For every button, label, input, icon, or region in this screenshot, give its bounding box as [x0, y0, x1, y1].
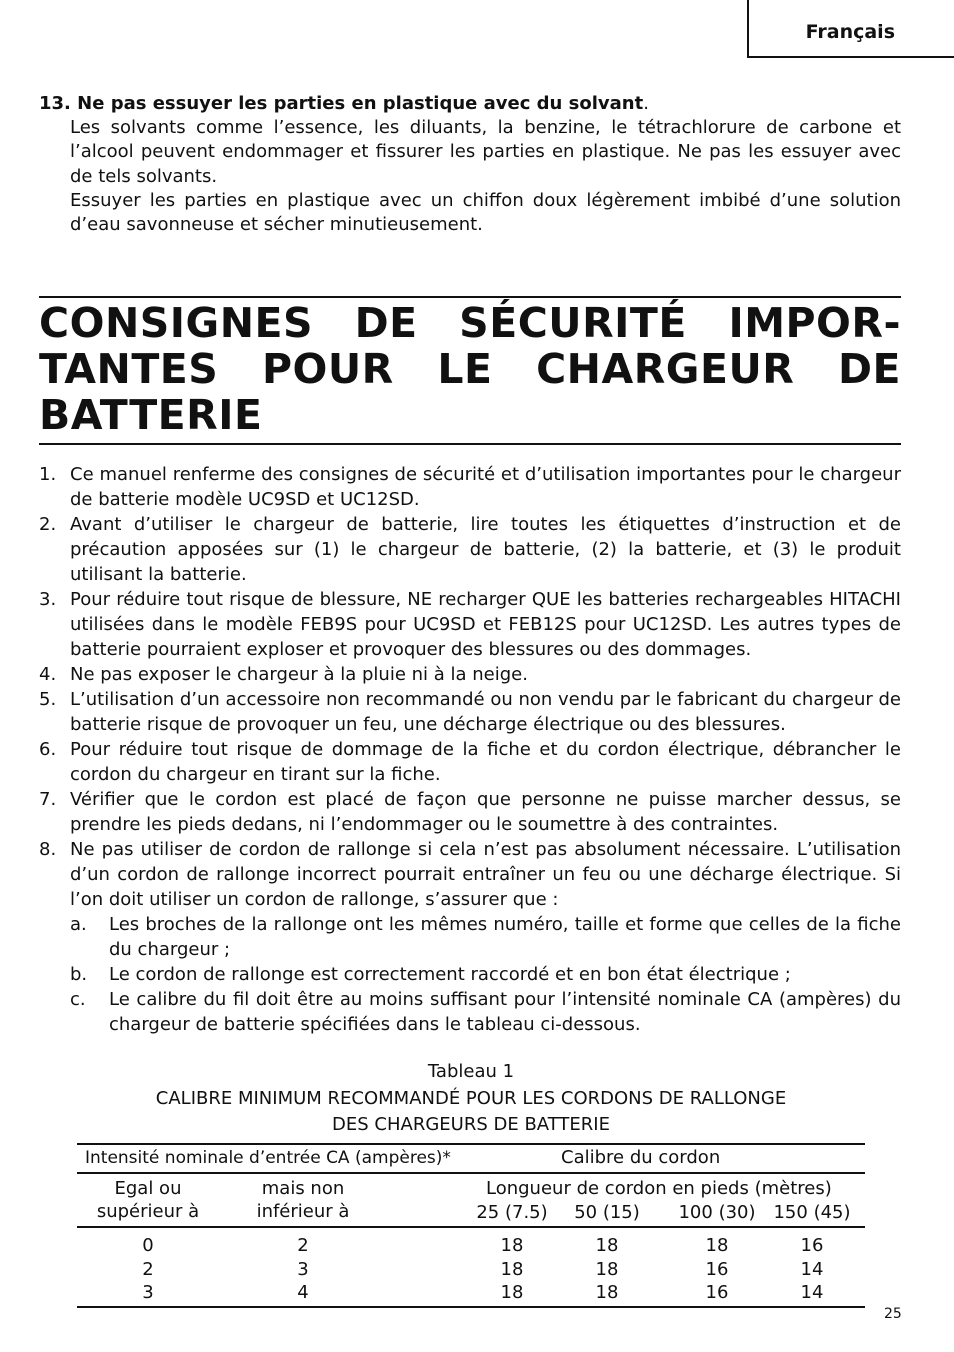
- list-item-number: 7.: [39, 789, 57, 810]
- col-header-length-value: 100 (30): [678, 1202, 756, 1223]
- table-cell: 18: [500, 1235, 524, 1256]
- table-cell: 16: [705, 1282, 729, 1303]
- list-item-text: Vérifier que le cordon est placé de façon que personne ne puisse marcher dessus, se prendre les pieds dedans, ni l’endommager ou le soumettre à des contraintes.: [70, 789, 901, 835]
- section-13-heading: [39, 92, 901, 116]
- table-cell: 2: [142, 1259, 154, 1280]
- sublist-item-letter: c.: [70, 989, 86, 1010]
- list-item-number: 1.: [39, 464, 57, 485]
- list-item: [39, 512, 901, 587]
- col-header-max: mais non: [261, 1178, 345, 1199]
- list-item: [39, 687, 901, 737]
- sublist-item-text: Les broches de la rallonge ont les mêmes numéro, taille et forme que celles de la fiche du chargeur ;: [109, 914, 901, 960]
- table-title-line: DES CHARGEURS DE BATTERIE: [332, 1114, 610, 1135]
- section-13-paragraph: Les solvants comme l’essence, les diluants, la benzine, le tétrachlorure de carbone et l’alcool peuvent endommager et fissurer les parties en plastique. Ne pas les essuyer avec de tels solvants.: [70, 117, 901, 187]
- list-item-text: Pour réduire tout risque de dommage de la fiche et du cordon électrique, débrancher le cordon du chargeur en tirant sur la fiche.: [70, 739, 901, 785]
- list-item-number: 4.: [39, 664, 57, 685]
- sublist-item: [39, 962, 901, 987]
- page-number: 25: [884, 1306, 902, 1322]
- table-cell: 2: [297, 1235, 309, 1256]
- list-item-text: Ne pas utiliser de cordon de rallonge si cela n’est pas absolument nécessaire. L’utilisation d’un cordon de rallonge incorrect pourrait entraîner un feu ou une décharge électrique. Si l’on doit utiliser un cordon de rallonge, s’assurer que :: [70, 839, 901, 910]
- table-cell: 16: [800, 1235, 824, 1256]
- list-item-number: 6.: [39, 739, 57, 760]
- language-label: Français: [805, 21, 895, 43]
- col-header-length: Longueur de cordon en pieds (mètres): [486, 1178, 832, 1199]
- list-item-text: Avant d’utiliser le chargeur de batterie, lire toutes les étiquettes d’instruction et de précaution apposées sur (1) le chargeur de batterie, (2) la batterie, et (3) le produit utilisant la batterie.: [70, 514, 901, 585]
- table-cell: 3: [142, 1282, 154, 1303]
- list-item-number: 2.: [39, 514, 57, 535]
- section-13-title: Ne pas essuyer les parties en plastique avec du solvant: [77, 93, 644, 114]
- table-head-amperage: Intensité nominale d’entrée CA (ampères)*: [85, 1148, 451, 1168]
- list-item: [39, 587, 901, 662]
- sublist-item: [39, 912, 901, 962]
- table-cell: 14: [800, 1259, 824, 1280]
- section-13: [39, 92, 901, 237]
- list-item: [39, 662, 901, 687]
- col-header-max: inférieur à: [256, 1201, 350, 1222]
- safety-list: [39, 462, 901, 1037]
- list-item-text: Ne pas exposer le chargeur à la pluie ni à la neige.: [70, 664, 528, 685]
- language-tab: [747, 0, 954, 58]
- col-header-min: Egal ou: [114, 1178, 182, 1199]
- sublist-item-letter: b.: [70, 964, 88, 985]
- section-title-line: BATTERIE: [39, 391, 263, 439]
- section-13-number: 13.: [39, 93, 71, 114]
- table-cell: 18: [500, 1259, 524, 1280]
- list-item-number: 8.: [39, 839, 57, 860]
- list-item: [39, 787, 901, 837]
- table-rule: [77, 1172, 865, 1174]
- table-cell: 18: [595, 1282, 619, 1303]
- section-title-line: CONSIGNES DE SÉCURITÉ IMPOR-: [39, 299, 901, 347]
- list-item: [39, 462, 901, 512]
- sublist-item: [39, 987, 901, 1037]
- section-13-period: .: [643, 93, 649, 114]
- col-header-length-value: 150 (45): [773, 1202, 851, 1223]
- table-head-gauge: Calibre du cordon: [561, 1147, 721, 1168]
- sublist-item-text: Le cordon de rallonge est correctement raccordé et en bon état électrique ;: [109, 964, 791, 985]
- table-rule: [77, 1226, 865, 1228]
- list-item-number: 5.: [39, 689, 57, 710]
- list-item: [39, 737, 901, 787]
- table-rule: [77, 1306, 865, 1308]
- table-cell: 18: [705, 1235, 729, 1256]
- table-cell: 18: [595, 1235, 619, 1256]
- col-header-length-value: 25 (7.5): [476, 1202, 548, 1223]
- list-item-text: L’utilisation d’un accessoire non recommandé ou non vendu par le fabricant du chargeur de batterie risque de provoquer un feu, une décharge électrique ou des blessures.: [70, 689, 901, 735]
- table-cell: 14: [800, 1282, 824, 1303]
- col-header-min: supérieur à: [96, 1201, 200, 1222]
- list-item-text: Pour réduire tout risque de blessure, NE recharger QUE les batteries rechargeables HITACHI utilisées dans le modèle FEB9S pour UC9SD et FEB12S pour UC12SD. Les autres types de batterie pourraient exploser et provoquer des blessures ou des dommages.: [70, 589, 901, 660]
- section-title-line: TANTES POUR LE CHARGEUR DE: [39, 345, 901, 393]
- table-cell: 16: [705, 1259, 729, 1280]
- title-top-rule: [39, 296, 901, 298]
- table-cell: 3: [297, 1259, 309, 1280]
- table-caption: Tableau 1: [427, 1061, 515, 1082]
- table-cell: 18: [500, 1282, 524, 1303]
- sublist-item-letter: a.: [70, 914, 87, 935]
- table-cell: 18: [595, 1259, 619, 1280]
- list-item: [39, 837, 901, 912]
- col-header-length-value: 50 (15): [574, 1202, 640, 1223]
- section-13-paragraph: Essuyer les parties en plastique avec un chiffon doux légèrement imbibé d’une solution d’eau savonneuse et sécher minutieusement.: [70, 189, 901, 236]
- table-cell: 0: [142, 1235, 154, 1256]
- table-cell: 4: [297, 1282, 309, 1303]
- sublist-item-text: Le calibre du fil doit être au moins suffisant pour l’intensité nominale CA (ampères) du chargeur de batterie spécifiées dans le tableau ci-dessous.: [109, 989, 901, 1035]
- table-rule: [77, 1143, 865, 1145]
- table-title-line: CALIBRE MINIMUM RECOMMANDÉ POUR LES CORDONS DE RALLONGE: [155, 1088, 787, 1109]
- title-bottom-rule: [39, 443, 901, 445]
- section-title: [39, 300, 901, 438]
- list-item-text: Ce manuel renferme des consignes de sécurité et d’utilisation importantes pour le chargeur de batterie modèle UC9SD et UC12SD.: [70, 464, 901, 510]
- list-item-number: 3.: [39, 589, 57, 610]
